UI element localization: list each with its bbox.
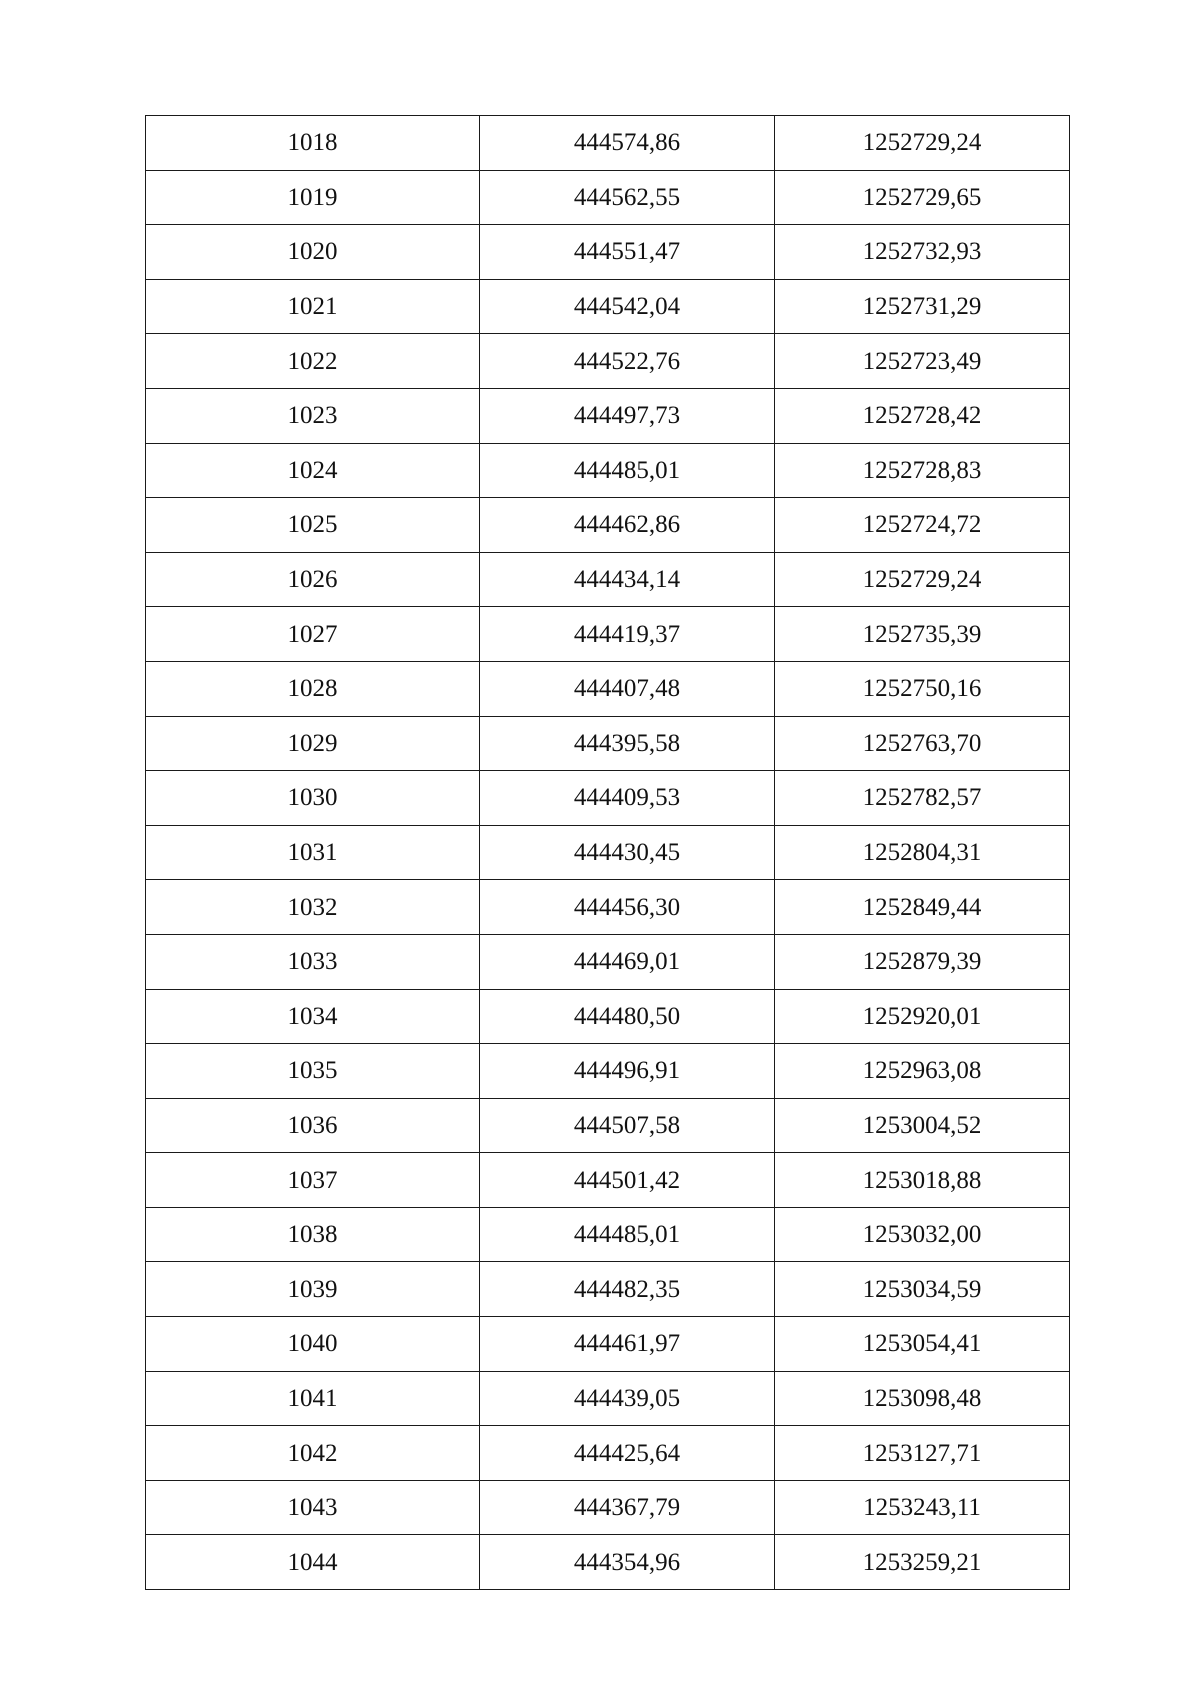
- table-row: [146, 934, 1070, 989]
- table-row: [146, 661, 1070, 716]
- y-coordinate-cell: 1252728,42: [775, 388, 1070, 443]
- y-coordinate-cell: 1252782,57: [775, 771, 1070, 826]
- x-coordinate-cell: 444480,50: [480, 989, 775, 1044]
- x-coordinate-cell: 444542,04: [480, 279, 775, 334]
- y-coordinate-cell: 1253034,59: [775, 1262, 1070, 1317]
- y-coordinate-cell: 1252849,44: [775, 880, 1070, 935]
- table-row: [146, 116, 1070, 171]
- x-coordinate-cell: 444469,01: [480, 934, 775, 989]
- table-row: [146, 1098, 1070, 1153]
- point-number-cell: 1021: [146, 279, 480, 334]
- point-number-cell: 1042: [146, 1426, 480, 1481]
- y-coordinate-cell: 1253054,41: [775, 1317, 1070, 1372]
- y-coordinate-cell: 1252750,16: [775, 661, 1070, 716]
- x-coordinate-cell: 444462,86: [480, 498, 775, 553]
- y-coordinate-cell: 1252879,39: [775, 934, 1070, 989]
- y-coordinate-cell: 1252731,29: [775, 279, 1070, 334]
- table-row: [146, 989, 1070, 1044]
- point-number-cell: 1036: [146, 1098, 480, 1153]
- table-row: [146, 1044, 1070, 1099]
- table-row: [146, 1317, 1070, 1372]
- y-coordinate-cell: 1253032,00: [775, 1207, 1070, 1262]
- x-coordinate-cell: 444354,96: [480, 1535, 775, 1590]
- point-number-cell: 1041: [146, 1371, 480, 1426]
- point-number-cell: 1025: [146, 498, 480, 553]
- point-number-cell: 1018: [146, 116, 480, 171]
- y-coordinate-cell: 1252724,72: [775, 498, 1070, 553]
- point-number-cell: 1044: [146, 1535, 480, 1590]
- table-row: [146, 334, 1070, 389]
- point-number-cell: 1019: [146, 170, 480, 225]
- point-number-cell: 1037: [146, 1153, 480, 1208]
- x-coordinate-cell: 444574,86: [480, 116, 775, 171]
- y-coordinate-cell: 1252729,65: [775, 170, 1070, 225]
- table-row: [146, 771, 1070, 826]
- table-row: [146, 1426, 1070, 1481]
- y-coordinate-cell: 1252804,31: [775, 825, 1070, 880]
- point-number-cell: 1028: [146, 661, 480, 716]
- table-row: [146, 825, 1070, 880]
- y-coordinate-cell: 1253018,88: [775, 1153, 1070, 1208]
- x-coordinate-cell: 444419,37: [480, 607, 775, 662]
- x-coordinate-cell: 444496,91: [480, 1044, 775, 1099]
- point-number-cell: 1034: [146, 989, 480, 1044]
- y-coordinate-cell: 1252729,24: [775, 116, 1070, 171]
- x-coordinate-cell: 444485,01: [480, 1207, 775, 1262]
- table-row: [146, 880, 1070, 935]
- x-coordinate-cell: 444395,58: [480, 716, 775, 771]
- point-number-cell: 1030: [146, 771, 480, 826]
- table-row: [146, 443, 1070, 498]
- table-row: [146, 552, 1070, 607]
- y-coordinate-cell: 1252728,83: [775, 443, 1070, 498]
- point-number-cell: 1029: [146, 716, 480, 771]
- table-row: [146, 607, 1070, 662]
- table-row: [146, 170, 1070, 225]
- x-coordinate-cell: 444551,47: [480, 225, 775, 280]
- y-coordinate-cell: 1253004,52: [775, 1098, 1070, 1153]
- x-coordinate-cell: 444407,48: [480, 661, 775, 716]
- x-coordinate-cell: 444507,58: [480, 1098, 775, 1153]
- x-coordinate-cell: 444461,97: [480, 1317, 775, 1372]
- x-coordinate-cell: 444430,45: [480, 825, 775, 880]
- point-number-cell: 1027: [146, 607, 480, 662]
- point-number-cell: 1040: [146, 1317, 480, 1372]
- point-number-cell: 1026: [146, 552, 480, 607]
- point-number-cell: 1035: [146, 1044, 480, 1099]
- x-coordinate-cell: 444409,53: [480, 771, 775, 826]
- table-row: [146, 225, 1070, 280]
- x-coordinate-cell: 444562,55: [480, 170, 775, 225]
- point-number-cell: 1022: [146, 334, 480, 389]
- table-row: [146, 1207, 1070, 1262]
- point-number-cell: 1031: [146, 825, 480, 880]
- y-coordinate-cell: 1252723,49: [775, 334, 1070, 389]
- point-number-cell: 1020: [146, 225, 480, 280]
- point-number-cell: 1039: [146, 1262, 480, 1317]
- x-coordinate-cell: 444485,01: [480, 443, 775, 498]
- point-number-cell: 1043: [146, 1480, 480, 1535]
- y-coordinate-cell: 1253127,71: [775, 1426, 1070, 1481]
- table-row: [146, 1371, 1070, 1426]
- coordinates-table-body: [146, 116, 1070, 1590]
- point-number-cell: 1033: [146, 934, 480, 989]
- y-coordinate-cell: 1253098,48: [775, 1371, 1070, 1426]
- y-coordinate-cell: 1252735,39: [775, 607, 1070, 662]
- table-row: [146, 498, 1070, 553]
- y-coordinate-cell: 1252963,08: [775, 1044, 1070, 1099]
- y-coordinate-cell: 1252763,70: [775, 716, 1070, 771]
- y-coordinate-cell: 1253259,21: [775, 1535, 1070, 1590]
- table-row: [146, 1262, 1070, 1317]
- table-row: [146, 388, 1070, 443]
- y-coordinate-cell: 1252920,01: [775, 989, 1070, 1044]
- table-row: [146, 1153, 1070, 1208]
- table-row: [146, 1535, 1070, 1590]
- x-coordinate-cell: 444497,73: [480, 388, 775, 443]
- y-coordinate-cell: 1252729,24: [775, 552, 1070, 607]
- point-number-cell: 1038: [146, 1207, 480, 1262]
- x-coordinate-cell: 444425,64: [480, 1426, 775, 1481]
- point-number-cell: 1032: [146, 880, 480, 935]
- point-number-cell: 1023: [146, 388, 480, 443]
- table-row: [146, 1480, 1070, 1535]
- x-coordinate-cell: 444456,30: [480, 880, 775, 935]
- coordinates-table: [145, 115, 1070, 1590]
- table-row: [146, 279, 1070, 334]
- x-coordinate-cell: 444482,35: [480, 1262, 775, 1317]
- y-coordinate-cell: 1253243,11: [775, 1480, 1070, 1535]
- x-coordinate-cell: 444434,14: [480, 552, 775, 607]
- y-coordinate-cell: 1252732,93: [775, 225, 1070, 280]
- table-row: [146, 716, 1070, 771]
- x-coordinate-cell: 444501,42: [480, 1153, 775, 1208]
- x-coordinate-cell: 444439,05: [480, 1371, 775, 1426]
- x-coordinate-cell: 444367,79: [480, 1480, 775, 1535]
- point-number-cell: 1024: [146, 443, 480, 498]
- x-coordinate-cell: 444522,76: [480, 334, 775, 389]
